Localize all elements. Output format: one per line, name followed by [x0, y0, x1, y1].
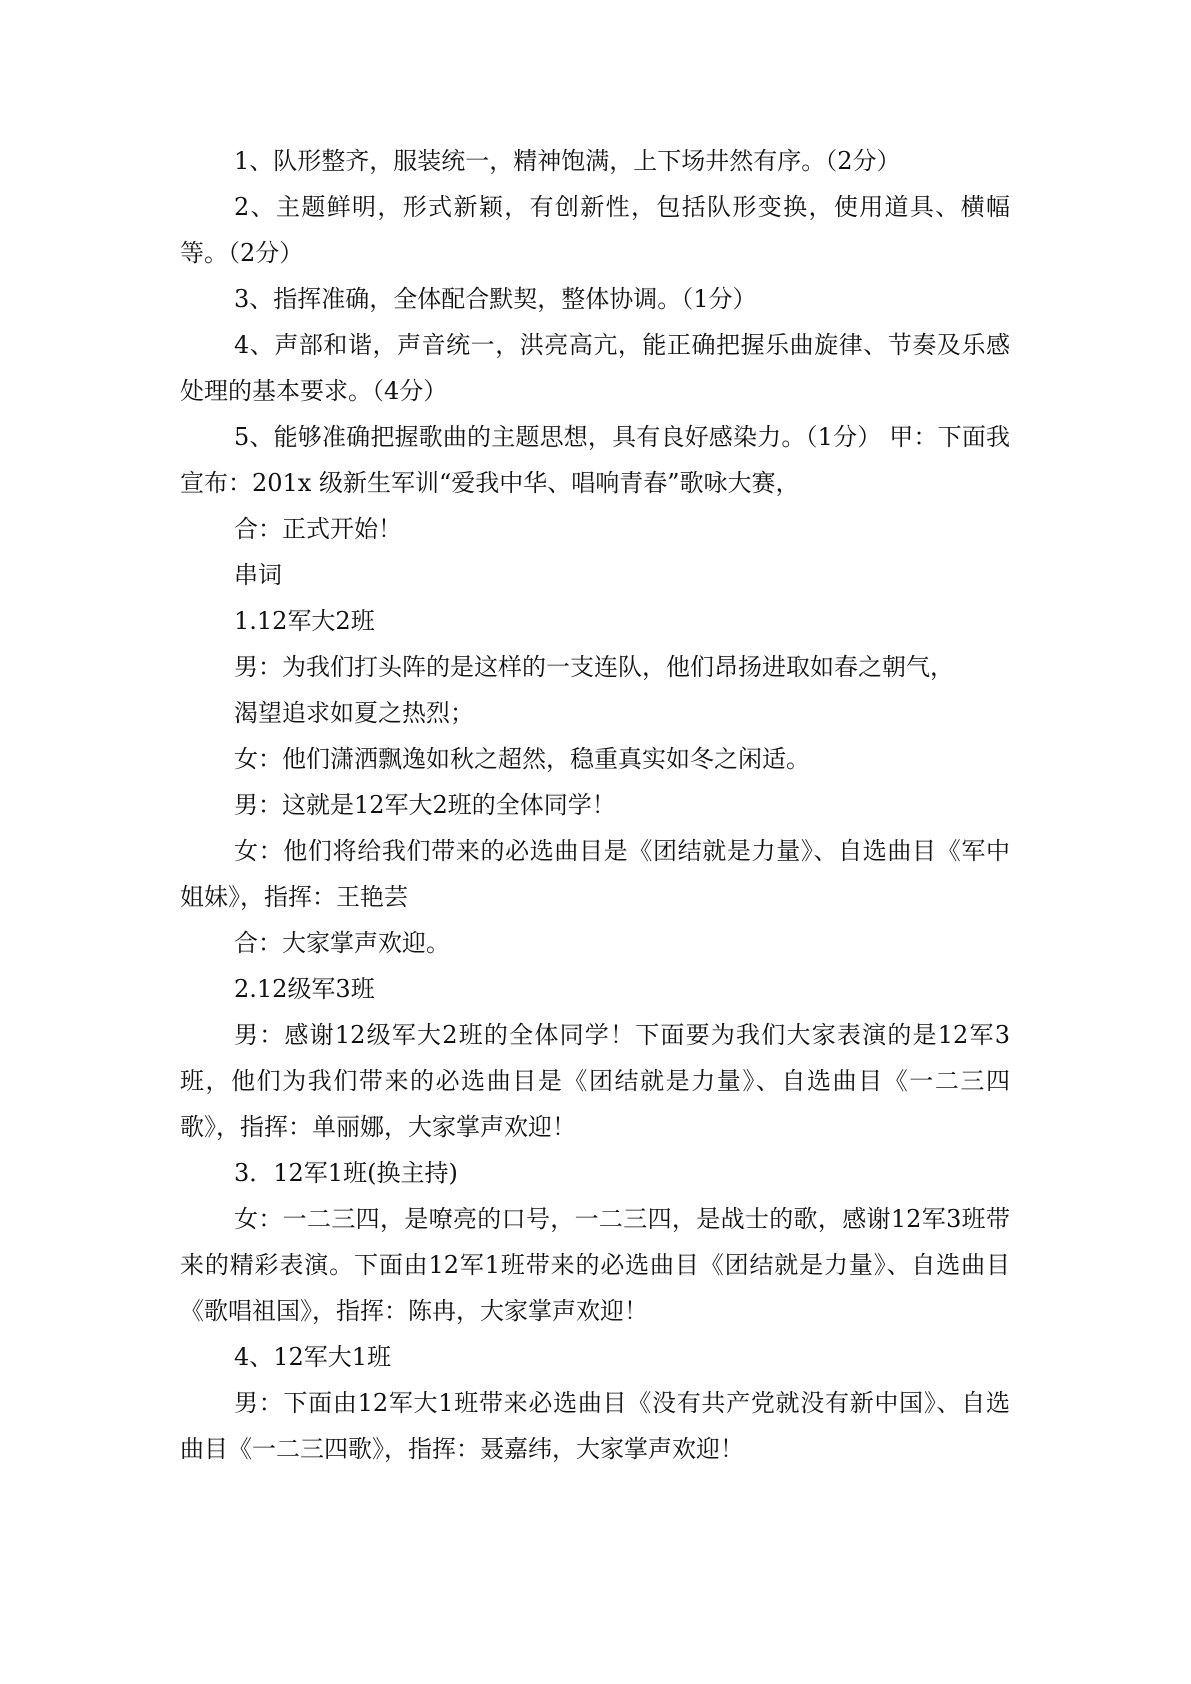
dialogue-line: 合：大家掌声欢迎。 [234, 929, 450, 957]
class-heading-4: 4、12军大1班 [234, 1343, 392, 1371]
class-heading-1: 1.12军大2班 [234, 607, 375, 635]
paragraph-criteria-4: 4、声部和谐，声音统一，洪亮高亢，能正确把握乐曲旋律、节奏及乐感处理的基本要求。（4分） [180, 331, 1010, 405]
class-heading-3: 3．12军1班(换主持) [234, 1159, 458, 1187]
paragraph-criteria-5: 5、能够准确把握歌曲的主题思想，具有良好感染力。（1分） 甲：下面我宣布：201x 级新生军训“爱我中华、唱响青春”歌咏大赛， [180, 423, 1010, 497]
dialogue-line: 男：下面由12军大1班带来必选曲目《没有共产党就没有新中国》、自选曲目《一二三四歌》，指挥：聂嘉纬，大家掌声欢迎！ [180, 1389, 1010, 1463]
dialogue-line: 女：他们将给我们带来的必选曲目是《团结就是力量》、自选曲目《军中姐妹》，指挥：王艳芸 [180, 837, 1010, 911]
paragraph-criteria-3: 3、指挥准确，全体配合默契，整体协调。（1分） [234, 285, 757, 313]
dialogue-line: 男：这就是12军大2班的全体同学！ [234, 791, 616, 819]
section-heading-script: 串词 [234, 561, 282, 589]
class-heading-2: 2.12级军3班 [234, 975, 375, 1003]
paragraph-criteria-2: 2、主题鲜明，形式新颖，有创新性，包括队形变换，使用道具、横幅等。（2分） [180, 193, 1010, 267]
dialogue-line: 女：他们潇洒飘逸如秋之超然，稳重真实如冬之闲适。 [234, 745, 810, 773]
dialogue-line: 女：一二三四，是嘹亮的口号，一二三四，是战士的歌，感谢12军3班带来的精彩表演。下面由12军1班带来的必选曲目《团结就是力量》、自选曲目《歌唱祖国》，指挥：陈冉，大家掌声欢迎！ [180, 1205, 1010, 1325]
dialogue-line: 男：感谢12级军大2班的全体同学！下面要为我们大家表演的是12军3班，他们为我们带来的必选曲目是《团结就是力量》、自选曲目《一二三四歌》，指挥：单丽娜，大家掌声欢迎！ [180, 1021, 1010, 1141]
dialogue-line: 男：为我们打头阵的是这样的一支连队，他们昂扬进取如春之朝气， [234, 653, 954, 681]
paragraph-opening: 合：正式开始！ [234, 515, 402, 543]
document-body [180, 138, 1010, 1472]
paragraph-criteria-1: 1、队形整齐，服装统一，精神饱满，上下场井然有序。（2分） [234, 147, 901, 175]
dialogue-line: 渴望追求如夏之热烈； [234, 699, 474, 727]
